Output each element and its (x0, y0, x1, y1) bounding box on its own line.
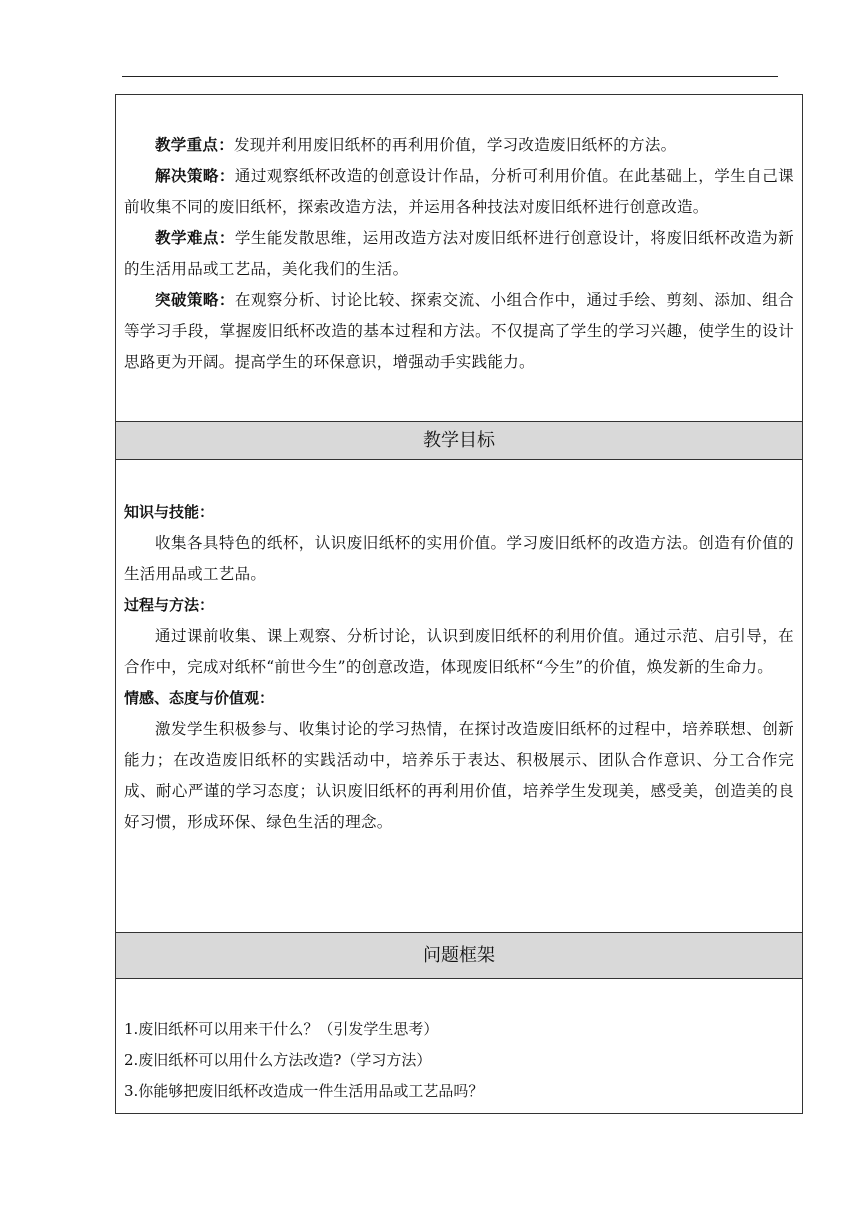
breakthrough-paragraph (124, 285, 794, 378)
emotion-label: 情感、态度与价值观： (124, 689, 275, 707)
framework-heading: 问题框架 (423, 945, 495, 966)
header-rule (122, 76, 778, 77)
objectives-cell (116, 460, 802, 933)
breakthrough-text: 在观察分析、讨论比较、探索交流、小组合作中，通过手绘、剪刻、添加、组合等学习手段，掌握废旧纸杯改造的基本过程和方法。不仅提高了学生的学习兴趣，使学生的设计思路更为开阔。提高学生的环保意识，增强动手实践能力。 (124, 291, 794, 371)
knowledge-text: 收集各具特色的纸杯，认识废旧纸杯的实用价值。学习废旧纸杯的改造方法。创造有价值的生活用品或工艺品。 (124, 534, 794, 583)
key-point-paragraph (124, 130, 794, 161)
difficulty-label: 教学难点： (155, 229, 235, 247)
strategy-label: 解决策略： (155, 167, 235, 185)
breakthrough-label: 突破策略： (155, 291, 235, 309)
framework-heading-cell (116, 933, 802, 979)
objectives-heading: 教学目标 (423, 430, 495, 451)
strategy-text: 通过观察纸杯改造的创意设计作品，分析可利用价值。在此基础上，学生自己课前收集不同的废旧纸杯，探索改造方法，并运用各种技法对废旧纸杯进行创意改造。 (124, 167, 794, 216)
question-item: 2.废旧纸杯可以用什么方法改造?（学习方法） (124, 1051, 432, 1069)
lesson-table (115, 94, 803, 1114)
framework-cell (116, 979, 802, 1113)
key-point-text: 发现并利用废旧纸杯的再利用价值，学习改造废旧纸杯的方法。 (234, 136, 677, 154)
focus-cell (116, 95, 802, 422)
strategy-paragraph (124, 161, 794, 223)
difficulty-text: 学生能发散思维，运用改造方法对废旧纸杯进行创意设计，将废旧纸杯改造为新的生活用品或工艺品，美化我们的生活。 (124, 229, 794, 278)
question-item: 3.你能够把废旧纸杯改造成一件生活用品或工艺品吗？ (124, 1082, 484, 1100)
question-item: 1.废旧纸杯可以用来干什么？（引发学生思考） (124, 1020, 439, 1038)
process-text: 通过课前收集、课上观察、分析讨论，认识到废旧纸杯的利用价值。通过示范、启引导，在合作中，完成对纸杯“前世今生”的创意改造，体现废旧纸杯“今生”的价值，焕发新的生命力。 (124, 627, 794, 676)
objectives-heading-cell (116, 422, 802, 460)
emotion-text: 激发学生积极参与、收集讨论的学习热情，在探讨改造废旧纸杯的过程中，培养联想、创新能力；在改造废旧纸杯的实践活动中，培养乐于表达、积极展示、团队合作意识、分工合作完成、耐心严谨的学习态度；认识废旧纸杯的再利用价值，培养学生发现美，感受美，创造美的良好习惯，形成环保、绿色生活的理念。 (124, 720, 794, 831)
process-label: 过程与方法： (124, 596, 215, 614)
key-point-label: 教学重点： (155, 136, 235, 154)
knowledge-label: 知识与技能： (124, 503, 215, 521)
difficulty-paragraph (124, 223, 794, 285)
